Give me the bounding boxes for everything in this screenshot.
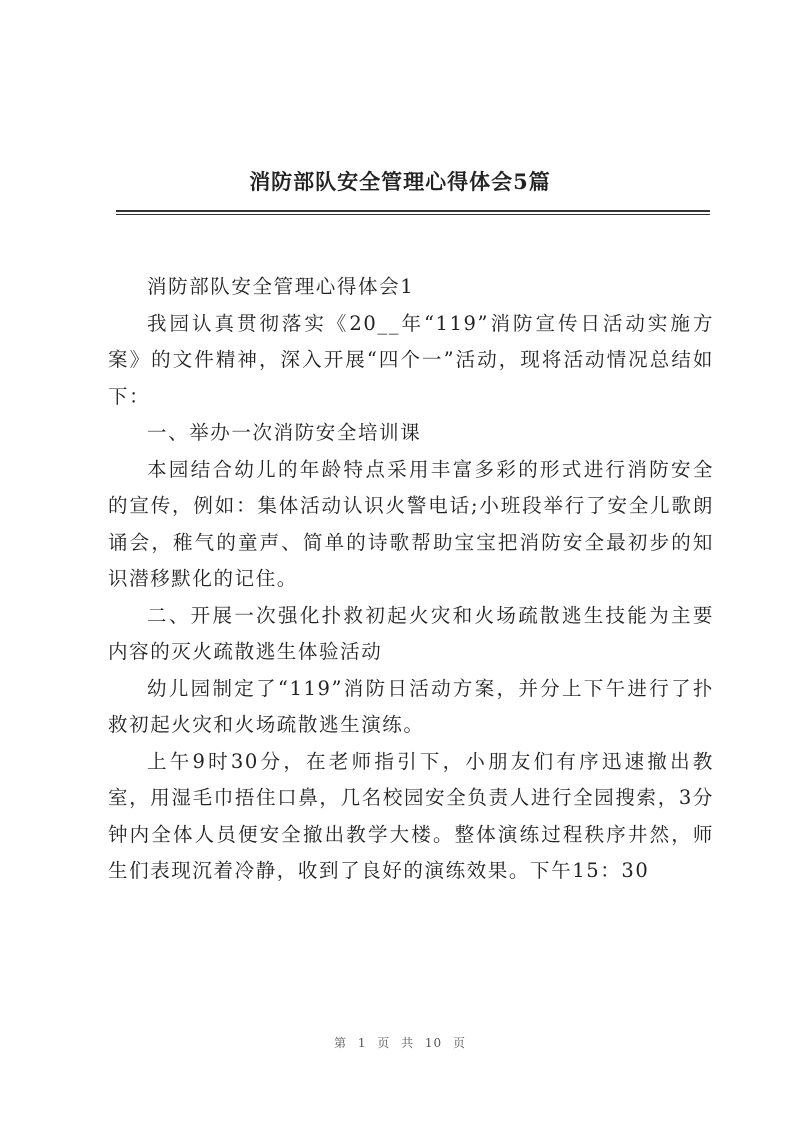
document-title: 消防部队安全管理心得体会5篇 <box>249 169 551 194</box>
subsection-heading: 一、举办一次消防安全培训课 <box>147 421 422 444</box>
title-divider <box>116 210 710 212</box>
title-divider-thin <box>116 214 710 215</box>
subsection-heading: 二、开展一次强化扑救初起火灾和火场疏散逃生技能为主要内容的灭火疏散逃生体验活动 <box>108 603 714 663</box>
paragraph: 我园认真贯彻落实《20__年“119”消防宣传日活动实施方案》的文件精神，深入开展“四个一”活动，现将活动情况总结如下： <box>108 311 714 408</box>
document-body <box>108 269 714 890</box>
paragraph: 幼儿园制定了“119”消防日活动方案，并分上下午进行了扑救初起火灾和火场疏散逃生演练。 <box>108 676 714 736</box>
paragraph: 本园结合幼儿的年龄特点采用丰富多彩的形式进行消防安全的宣传，例如：集体活动认识火警电话;小班段举行了安全儿歌朗诵会，稚气的童声、简单的诗歌帮助宝宝把消防安全最初步的知识潜移默化的记住。 <box>108 457 714 590</box>
page-number: 第 1 页 共 10 页 <box>334 1036 466 1050</box>
paragraph: 上午9时30分，在老师指引下，小朋友们有序迅速撤出教室，用湿毛巾捂住口鼻，几名校园安全负责人进行全园搜索，3分钟内全体人员便安全撤出教学大楼。整体演练过程秩序井然，师生们表现沉着冷静，收到了良好的演练效果。下午15：30 <box>108 749 714 882</box>
section-heading: 消防部队安全管理心得体会1 <box>147 275 415 298</box>
